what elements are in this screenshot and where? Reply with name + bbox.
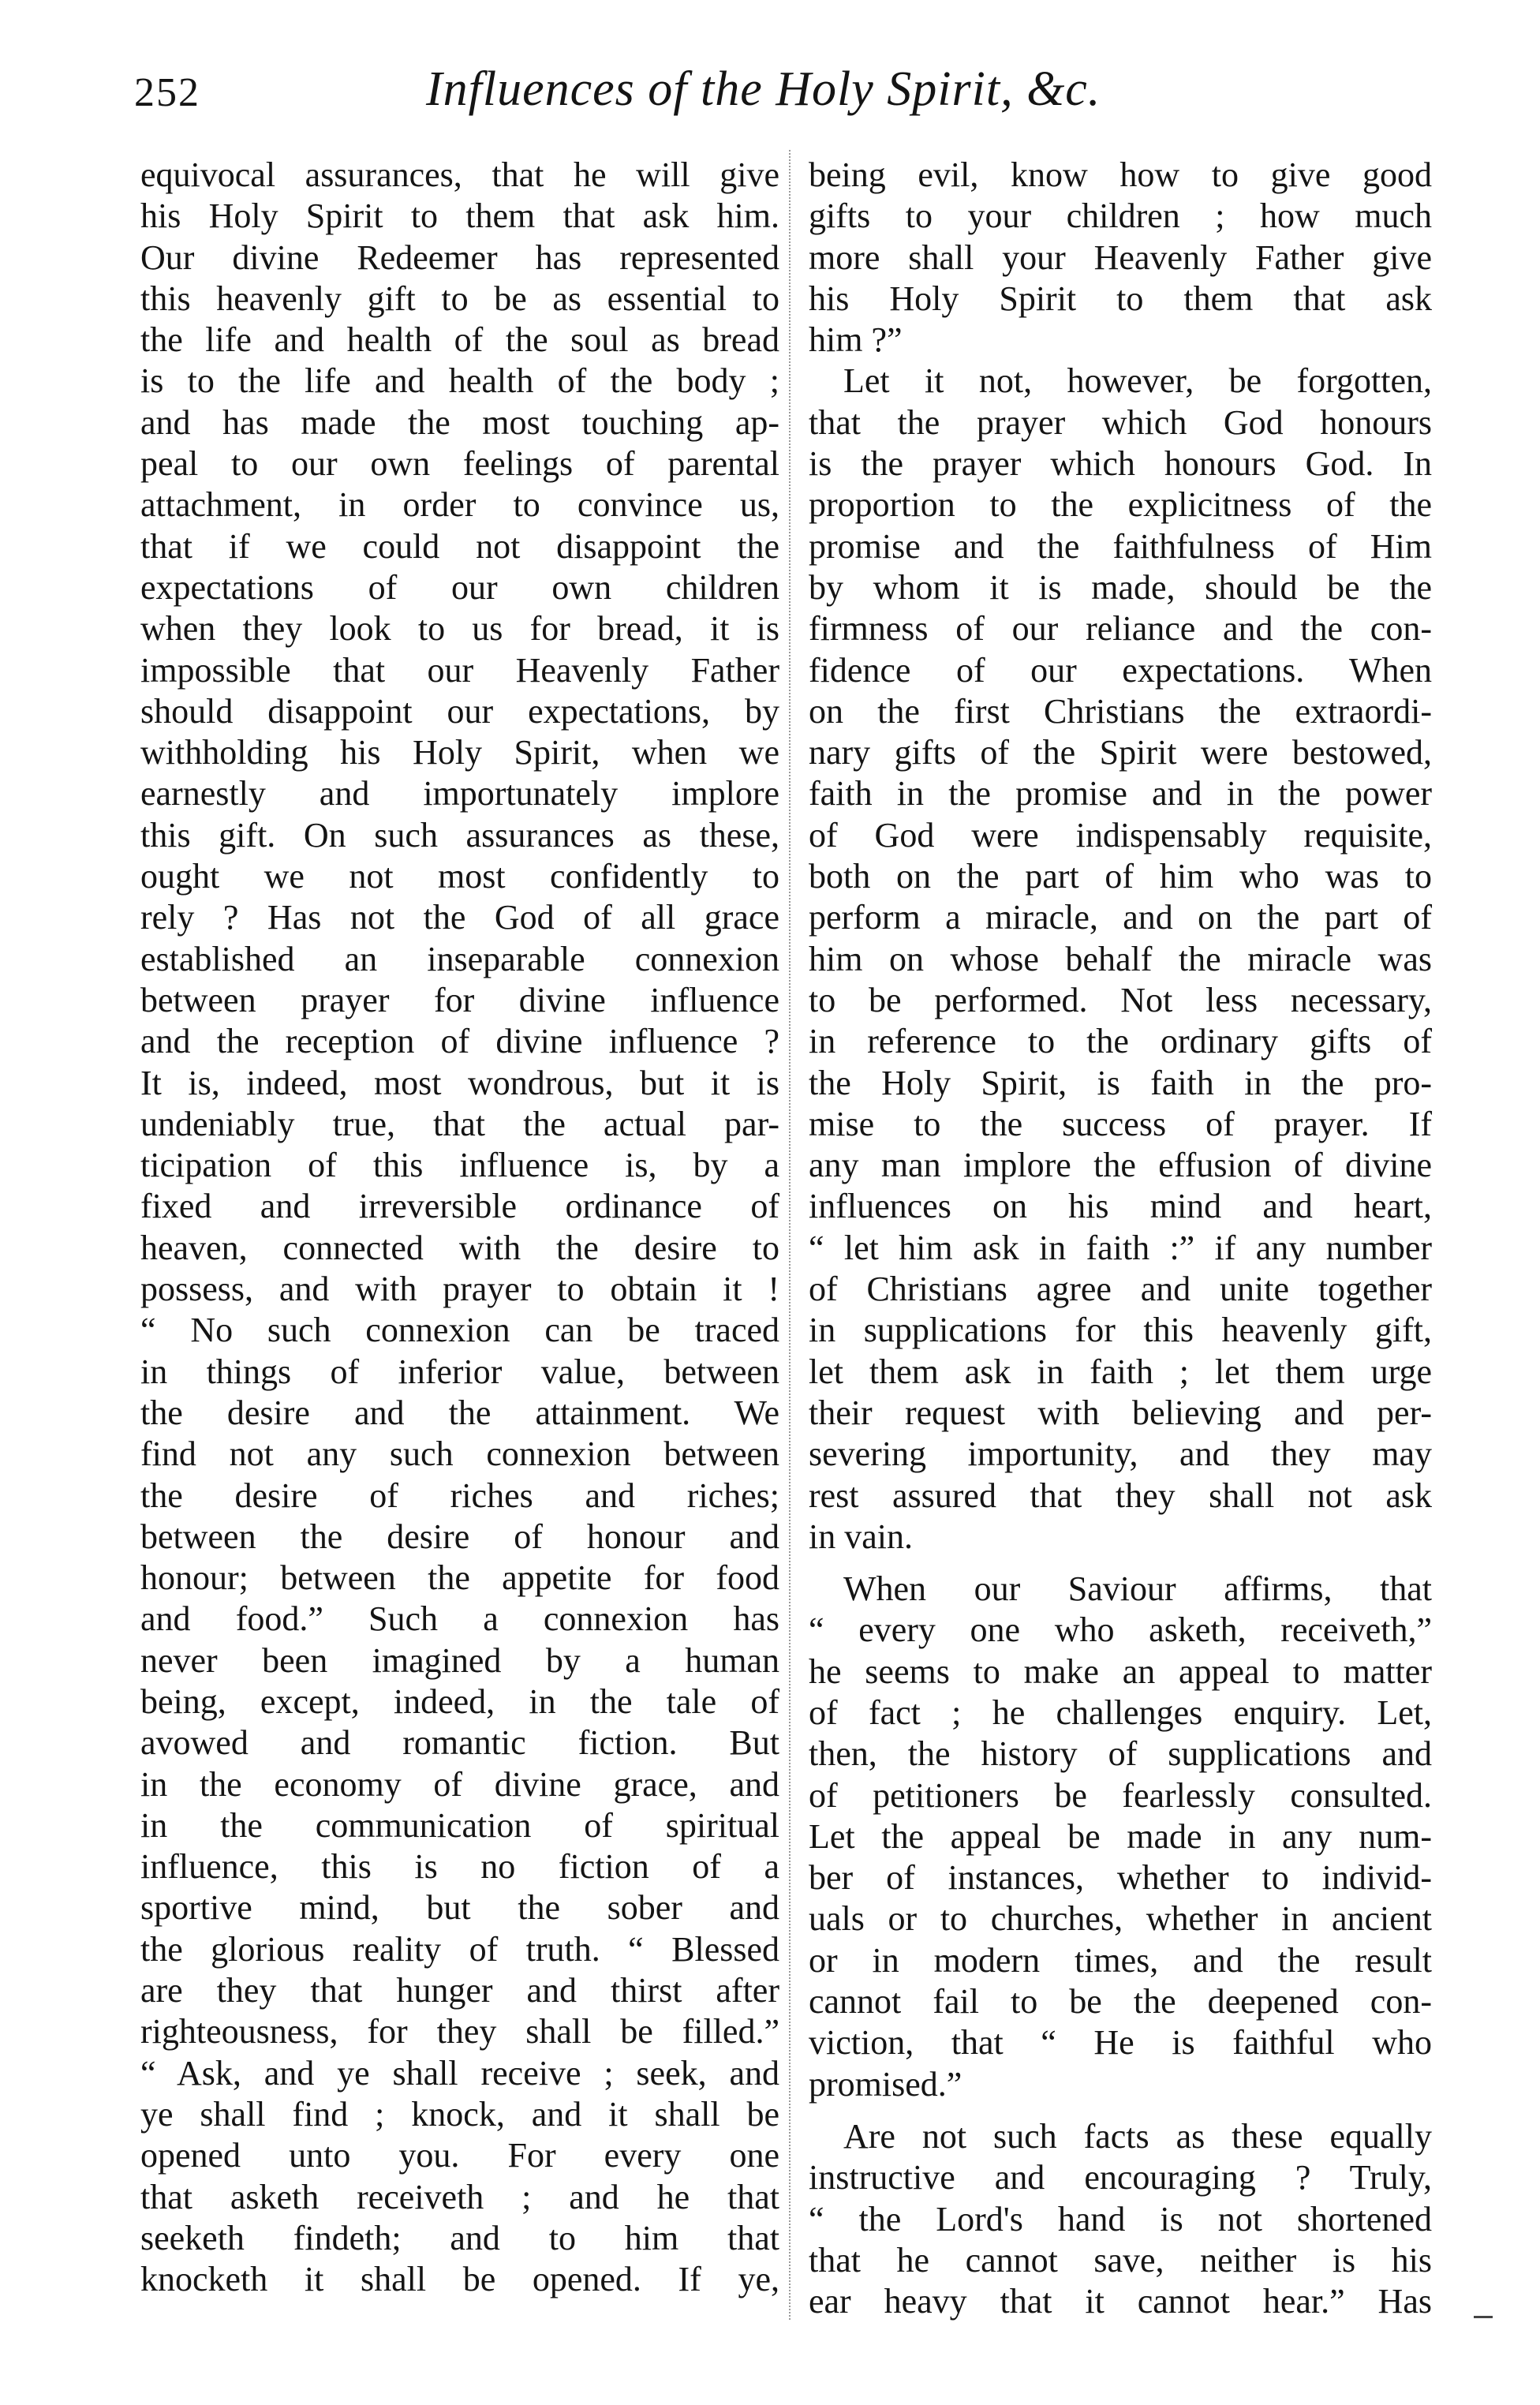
text-line: earnestly and importunately implore [140,774,779,814]
text-line: of petitioners be fearlessly consulted. [809,1775,1432,1815]
text-line: that asketh receiveth ; and he that [140,2177,779,2216]
text-line: more shall your Heavenly Father give [809,238,1432,277]
page-number: 252 [134,70,200,115]
paragraph-start-line: Let it not, however, be forgotten, [843,361,1432,401]
text-line: influences on his mind and heart, [809,1187,1432,1226]
text-line: of Christians agree and unite together [809,1270,1432,1309]
text-line: influence, this is no fiction of a [140,1847,779,1887]
text-line: in supplications for this heavenly gift, [809,1311,1432,1350]
text-line: is to the life and health of the body ; [140,361,779,401]
text-line: withholding his Holy Spirit, when we [140,733,779,772]
text-line: between the desire of honour and [140,1517,779,1556]
text-line: in vain. [809,1517,913,1556]
text-line: he seems to make an appeal to matter [809,1651,1432,1691]
text-line: fidence of our expectations. When [809,650,1432,690]
text-line: being, except, indeed, in the tale of [140,1681,779,1721]
text-line: attachment, in order to convince us, [140,485,779,525]
text-line: “ every one who asketh, receiveth,” [809,1610,1432,1650]
text-line: ticipation of this influence is, by a [140,1146,779,1185]
text-line: ye shall find ; knock, and it shall be [140,2094,779,2134]
text-line: firmness of our reliance and the con- [809,609,1432,649]
text-line: that he cannot save, neither is his [809,2240,1432,2280]
text-line: in the economy of divine grace, and [140,1764,779,1804]
right-column [809,155,1432,2322]
text-line: heaven, connected with the desire to [140,1228,779,1267]
left-column [140,155,779,2300]
text-line: fixed and irreversible ordinance of [140,1187,779,1226]
text-line: then, the history of supplications and [809,1734,1432,1774]
text-line: mise to the success of prayer. If [809,1104,1432,1143]
footer-rule [1474,2316,1493,2318]
text-line: by whom it is made, should be the [809,567,1432,607]
column-divider [789,150,791,2320]
text-line: should disappoint our expectations, by [140,691,779,731]
text-line: him on whose behalf the miracle was [809,939,1432,978]
text-line: equivocal assurances, that he will give [140,155,779,194]
text-line: being evil, know how to give good [809,155,1432,194]
text-line: ber of instances, whether to individ- [809,1858,1432,1898]
text-line: “ No such connexion can be traced [140,1311,779,1350]
text-line: never been imagined by a human [140,1640,779,1680]
text-line: and the reception of divine influence ? [140,1022,779,1061]
text-line: him ?” [809,320,903,360]
text-line: that if we could not disappoint the [140,526,779,566]
text-line: find not any such connexion between [140,1434,779,1474]
text-line: promised.” [809,2064,962,2104]
text-line: perform a miracle, and on the part of [809,898,1432,937]
text-line: avowed and romantic fiction. But [140,1723,779,1763]
text-line: It is, indeed, most wondrous, but it is [140,1063,779,1102]
text-line: ear heavy that it cannot hear.” Has [809,2282,1432,2321]
text-line: both on the part of him who was to [809,857,1432,896]
text-line: the glorious reality of truth. “ Blessed [140,1929,779,1969]
text-line: their request with believing and per- [809,1393,1432,1432]
text-line: his Holy Spirit to them that ask him. [140,196,779,236]
text-line: knocketh it shall be opened. If ye, [140,2260,779,2299]
running-head: Influences of the Holy Spirit, &c. [426,62,1101,116]
text-line: peal to our own feelings of parental [140,444,779,484]
text-line: “ let him ask in faith :” if any number [809,1228,1432,1267]
text-line: uals or to churches, whether in ancient [809,1899,1432,1939]
text-line: honour; between the appetite for food [140,1558,779,1598]
text-line: that the prayer which God honours [809,402,1432,442]
text-line: nary gifts of the Spirit were bestowed, [809,733,1432,772]
paragraph-start-line: When our Saviour affirms, that [843,1569,1432,1609]
text-line: Let the appeal be made in any num- [809,1816,1432,1856]
text-line: impossible that our Heavenly Father [140,650,779,690]
text-line: and food.” Such a connexion has [140,1599,779,1639]
text-line: when they look to us for bread, it is [140,609,779,649]
text-line: seeketh findeth; and to him that [140,2218,779,2257]
text-line: faith in the promise and in the power [809,774,1432,814]
text-line: rely ? Has not the God of all grace [140,898,779,937]
text-line: viction, that “ He is faithful who [809,2023,1432,2063]
text-line: the desire and the attainment. We [140,1393,779,1432]
text-line: the desire of riches and riches; [140,1476,779,1515]
text-line: the Holy Spirit, is faith in the pro- [809,1063,1432,1102]
text-line: opened unto you. For every one [140,2136,779,2175]
text-line: established an inseparable connexion [140,939,779,978]
text-line: undeniably true, that the actual par- [140,1104,779,1143]
text-line: “ the Lord's hand is not shortened [809,2199,1432,2239]
text-line: or in modern times, and the result [809,1940,1432,1980]
text-line: proportion to the explicitness of the [809,485,1432,525]
paragraph-start-line: Are not such facts as these equally [843,2116,1432,2156]
text-line: instructive and encouraging ? Truly, [809,2158,1432,2197]
text-line: on the first Christians the extraordi- [809,691,1432,731]
text-line: ought we not most confidently to [140,857,779,896]
text-line: possess, and with prayer to obtain it ! [140,1270,779,1309]
text-line: between prayer for divine influence [140,980,779,1019]
text-line: this gift. On such assurances as these, [140,815,779,855]
text-line: and has made the most touching ap- [140,402,779,442]
text-line: promise and the faithfulness of Him [809,526,1432,566]
text-line: sportive mind, but the sober and [140,1888,779,1928]
text-line: “ Ask, and ye shall receive ; seek, and [140,2053,779,2093]
text-line: cannot fail to be the deepened con- [809,1982,1432,2022]
text-line: this heavenly gift to be as essential to [140,279,779,318]
text-line: expectations of our own children [140,567,779,607]
text-line: are they that hunger and thirst after [140,1971,779,2010]
text-line: of fact ; he challenges enquiry. Let, [809,1692,1432,1732]
text-line: let them ask in faith ; let them urge [809,1352,1432,1391]
text-line: in things of inferior value, between [140,1352,779,1391]
text-line: any man implore the effusion of divine [809,1146,1432,1185]
text-line: Our divine Redeemer has represented [140,238,779,277]
text-line: the life and health of the soul as bread [140,320,779,360]
text-line: severing importunity, and they may [809,1434,1432,1474]
text-line: to be performed. Not less necessary, [809,980,1432,1019]
text-line: righteousness, for they shall be filled.” [140,2012,779,2052]
text-line: is the prayer which honours God. In [809,444,1432,484]
text-line: gifts to your children ; how much [809,196,1432,236]
text-line: in reference to the ordinary gifts of [809,1022,1432,1061]
text-line: rest assured that they shall not ask [809,1476,1432,1515]
text-line: his Holy Spirit to them that ask [809,279,1432,318]
text-line: of God were indispensably requisite, [809,815,1432,855]
text-line: in the communication of spiritual [140,1805,779,1845]
